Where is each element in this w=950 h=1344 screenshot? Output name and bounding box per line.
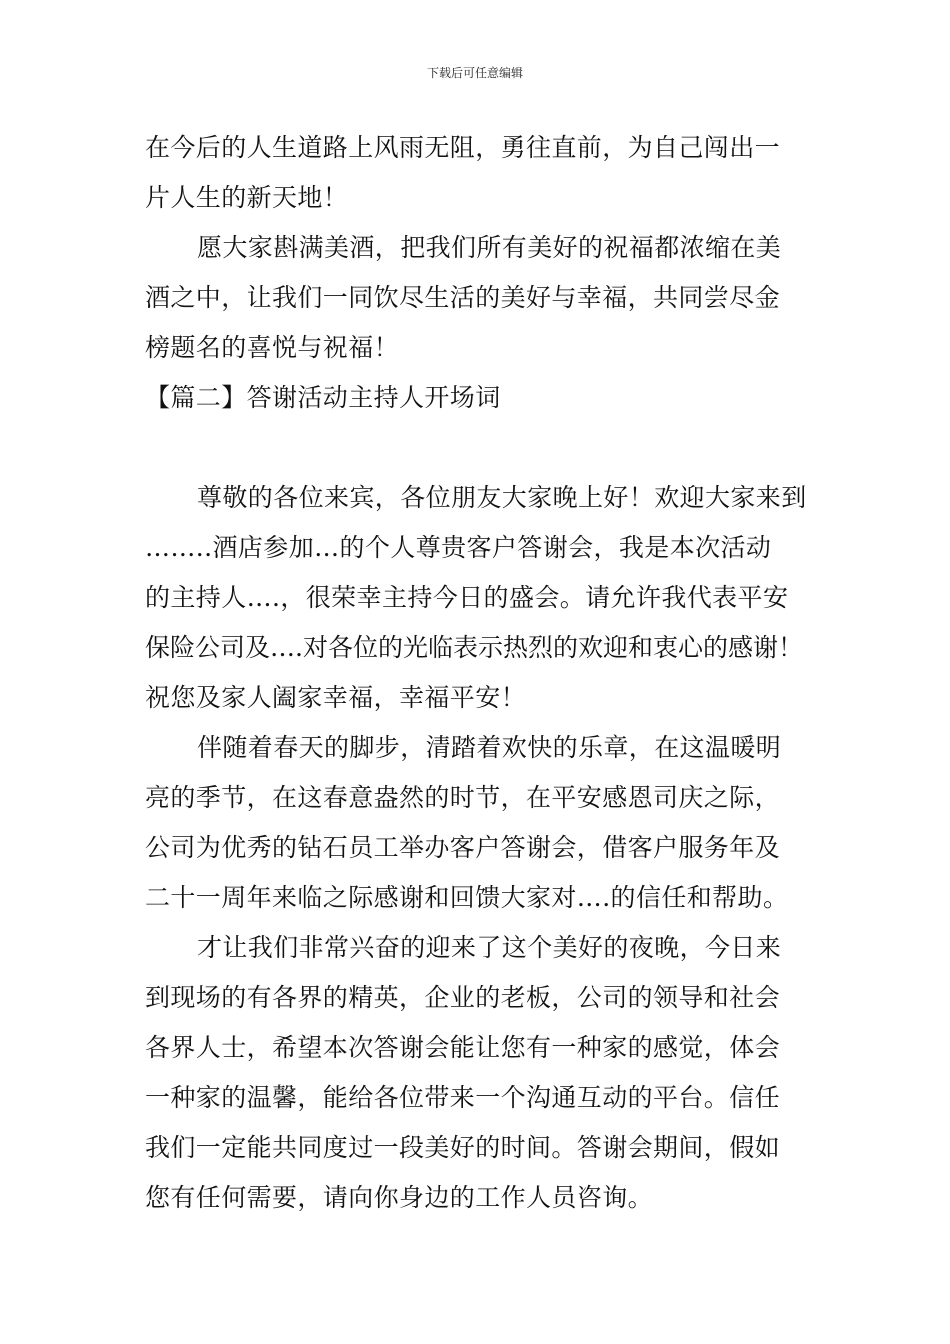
paragraph-line: 一种家的温馨，能给各位带来一个沟通互动的平台。信任: [145, 1083, 781, 1112]
paragraph-line: 在今后的人生道路上风雨无阻，勇往直前，为自己闯出一: [145, 133, 781, 162]
paragraph-line: 酒之中，让我们一同饮尽生活的美好与幸福，共同尝尽金: [145, 283, 781, 312]
blank-line: [145, 423, 820, 473]
paragraph-line: 保险公司及….对各位的光临表示热烈的欢迎和衷心的感谢！: [145, 633, 803, 662]
paragraph-line: 的主持人….，很荣幸主持今日的盛会。请允许我代表平安: [145, 583, 789, 612]
paragraph-line: 榜题名的喜悦与祝福！: [145, 333, 400, 362]
page-header: 下载后可任意编辑: [426, 66, 523, 80]
paragraph-line: 愿大家斟满美酒，把我们所有美好的祝福都浓缩在美: [197, 233, 782, 262]
paragraph-line: 我们一定能共同度过一段美好的时间。答谢会期间，假如: [145, 1133, 781, 1162]
paragraph-line: 亮的季节，在这春意盎然的时节，在平安感恩司庆之际，: [145, 783, 781, 812]
paragraph-line: 各界人士，希望本次答谢会能让您有一种家的感觉，体会: [145, 1033, 781, 1062]
paragraph-line: 祝您及家人阖家幸福，幸福平安！: [145, 683, 527, 712]
section-heading: 【篇二】答谢活动主持人开场词: [145, 383, 501, 412]
paragraph-line: 尊敬的各位来宾，各位朋友大家晚上好！欢迎大家来到: [197, 483, 807, 512]
paragraph-line: 到现场的有各界的精英，企业的老板，公司的领导和社会: [145, 983, 781, 1012]
document-body: [145, 123, 820, 1223]
paragraph-line: 二十一周年来临之际感谢和回馈大家对….的信任和帮助。: [145, 883, 789, 912]
paragraph-line: 公司为优秀的钻石员工举办客户答谢会，借客户服务年及: [145, 833, 781, 862]
paragraph-line: 您有任何需要，请向你身边的工作人员咨询。: [145, 1183, 654, 1212]
paragraph-line: ……..酒店参加…的个人尊贵客户答谢会，我是本次活动: [145, 533, 772, 562]
paragraph-line: 才让我们非常兴奋的迎来了这个美好的夜晚，今日来: [197, 933, 782, 962]
paragraph-line: 片人生的新天地！: [145, 183, 349, 212]
paragraph-line: 伴随着春天的脚步，清踏着欢快的乐章，在这温暖明: [197, 733, 782, 762]
